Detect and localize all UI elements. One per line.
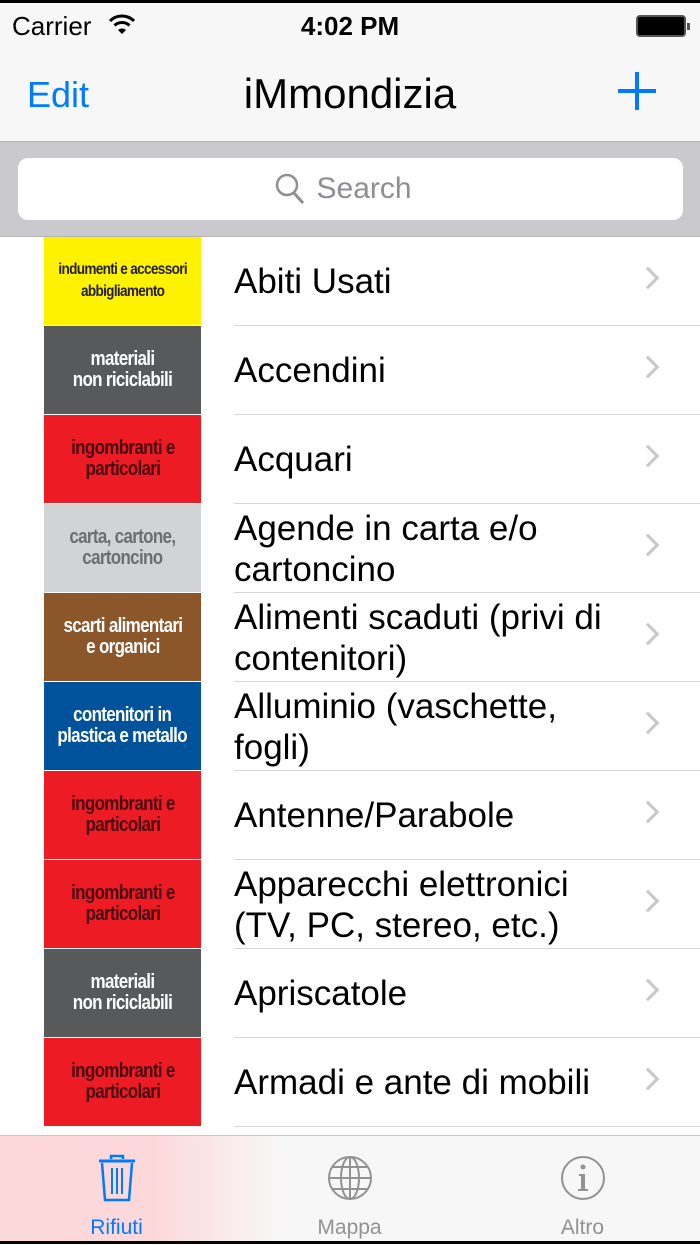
category-badge [44, 949, 201, 1037]
tab-mappa[interactable] [233, 1136, 466, 1245]
category-label: materiali non riciclabili [72, 348, 173, 391]
item-label: Armadi e ante di mobili [234, 1063, 590, 1102]
list-item[interactable] [0, 593, 700, 682]
category-label: ingombranti e particolari [70, 437, 175, 480]
list-item[interactable] [0, 326, 700, 415]
chevron-right-icon [637, 712, 660, 735]
search-bar [0, 142, 700, 237]
category-label: materiali non riciclabili [72, 971, 173, 1014]
list-item[interactable] [0, 237, 700, 326]
item-label: Abiti Usati [234, 262, 392, 301]
chevron-right-icon [637, 267, 660, 290]
list-item[interactable] [0, 1038, 700, 1127]
category-label: scarti alimentari e organici [63, 615, 182, 658]
item-label: Apriscatole [234, 974, 408, 1013]
search-field[interactable] [18, 158, 683, 220]
category-badge [44, 682, 201, 770]
chevron-right-icon [637, 534, 660, 557]
chevron-right-icon [637, 356, 660, 379]
item-label: Apparecchi elettronici (TV, PC, stereo, etc.) [234, 864, 569, 945]
trash-icon [97, 1154, 137, 1202]
chevron-right-icon [637, 1068, 660, 1091]
battery-icon [636, 15, 686, 37]
tab-label: Mappa [317, 1216, 382, 1239]
category-badge [44, 860, 201, 948]
category-label: ingombranti e particolari [70, 1060, 175, 1103]
list-item[interactable] [0, 504, 700, 593]
item-label: Accendini [234, 351, 386, 390]
item-label: Antenne/Parabole [234, 796, 515, 835]
category-badge [44, 415, 201, 503]
list-item[interactable] [0, 771, 700, 860]
list-item[interactable] [0, 860, 700, 949]
row-separator [234, 1126, 700, 1127]
list-item[interactable] [0, 949, 700, 1038]
chevron-right-icon [637, 979, 660, 1002]
edit-button[interactable]: Edit [27, 74, 90, 115]
search-icon [275, 173, 305, 205]
tab-rifiuti[interactable] [0, 1136, 233, 1245]
list-item[interactable] [0, 415, 700, 504]
category-badge [44, 237, 201, 325]
item-label: Alluminio (vaschette, fogli) [234, 686, 557, 767]
category-badge [44, 326, 201, 414]
page-title: iMmondizia [243, 70, 457, 117]
item-label: Acquari [234, 440, 353, 479]
carrier-label: Carrier [12, 11, 92, 41]
navigation-bar [0, 48, 700, 142]
item-label: Alimenti scaduti (privi di contenitori) [234, 597, 602, 678]
tab-bar [0, 1135, 700, 1244]
waste-list[interactable] [0, 237, 700, 1127]
status-bar [0, 0, 700, 48]
category-badge [44, 1038, 201, 1126]
tab-label: Rifiuti [90, 1216, 143, 1239]
chevron-right-icon [637, 801, 660, 824]
search-input[interactable] [317, 172, 427, 206]
chevron-right-icon [637, 623, 660, 646]
add-button[interactable] [618, 72, 656, 110]
item-label: Agende in carta e/o cartoncino [234, 508, 538, 589]
category-badge [44, 504, 201, 592]
list-item[interactable] [0, 682, 700, 771]
category-badge [44, 593, 201, 681]
tab-label: Altro [560, 1216, 605, 1239]
category-label: carta, cartone, cartoncino [69, 526, 176, 569]
category-label: ingombranti e particolari [70, 882, 175, 925]
tab-altro[interactable] [466, 1136, 699, 1245]
category-label: indumenti e accessori abbigliamento [58, 261, 187, 300]
info-icon [559, 1154, 607, 1202]
globe-icon [326, 1154, 374, 1202]
chevron-right-icon [637, 890, 660, 913]
chevron-right-icon [637, 445, 660, 468]
category-label: contenitori in plastica e metallo [57, 704, 188, 747]
category-badge [44, 771, 201, 859]
clock: 4:02 PM [300, 11, 400, 41]
category-label: ingombranti e particolari [70, 793, 175, 836]
